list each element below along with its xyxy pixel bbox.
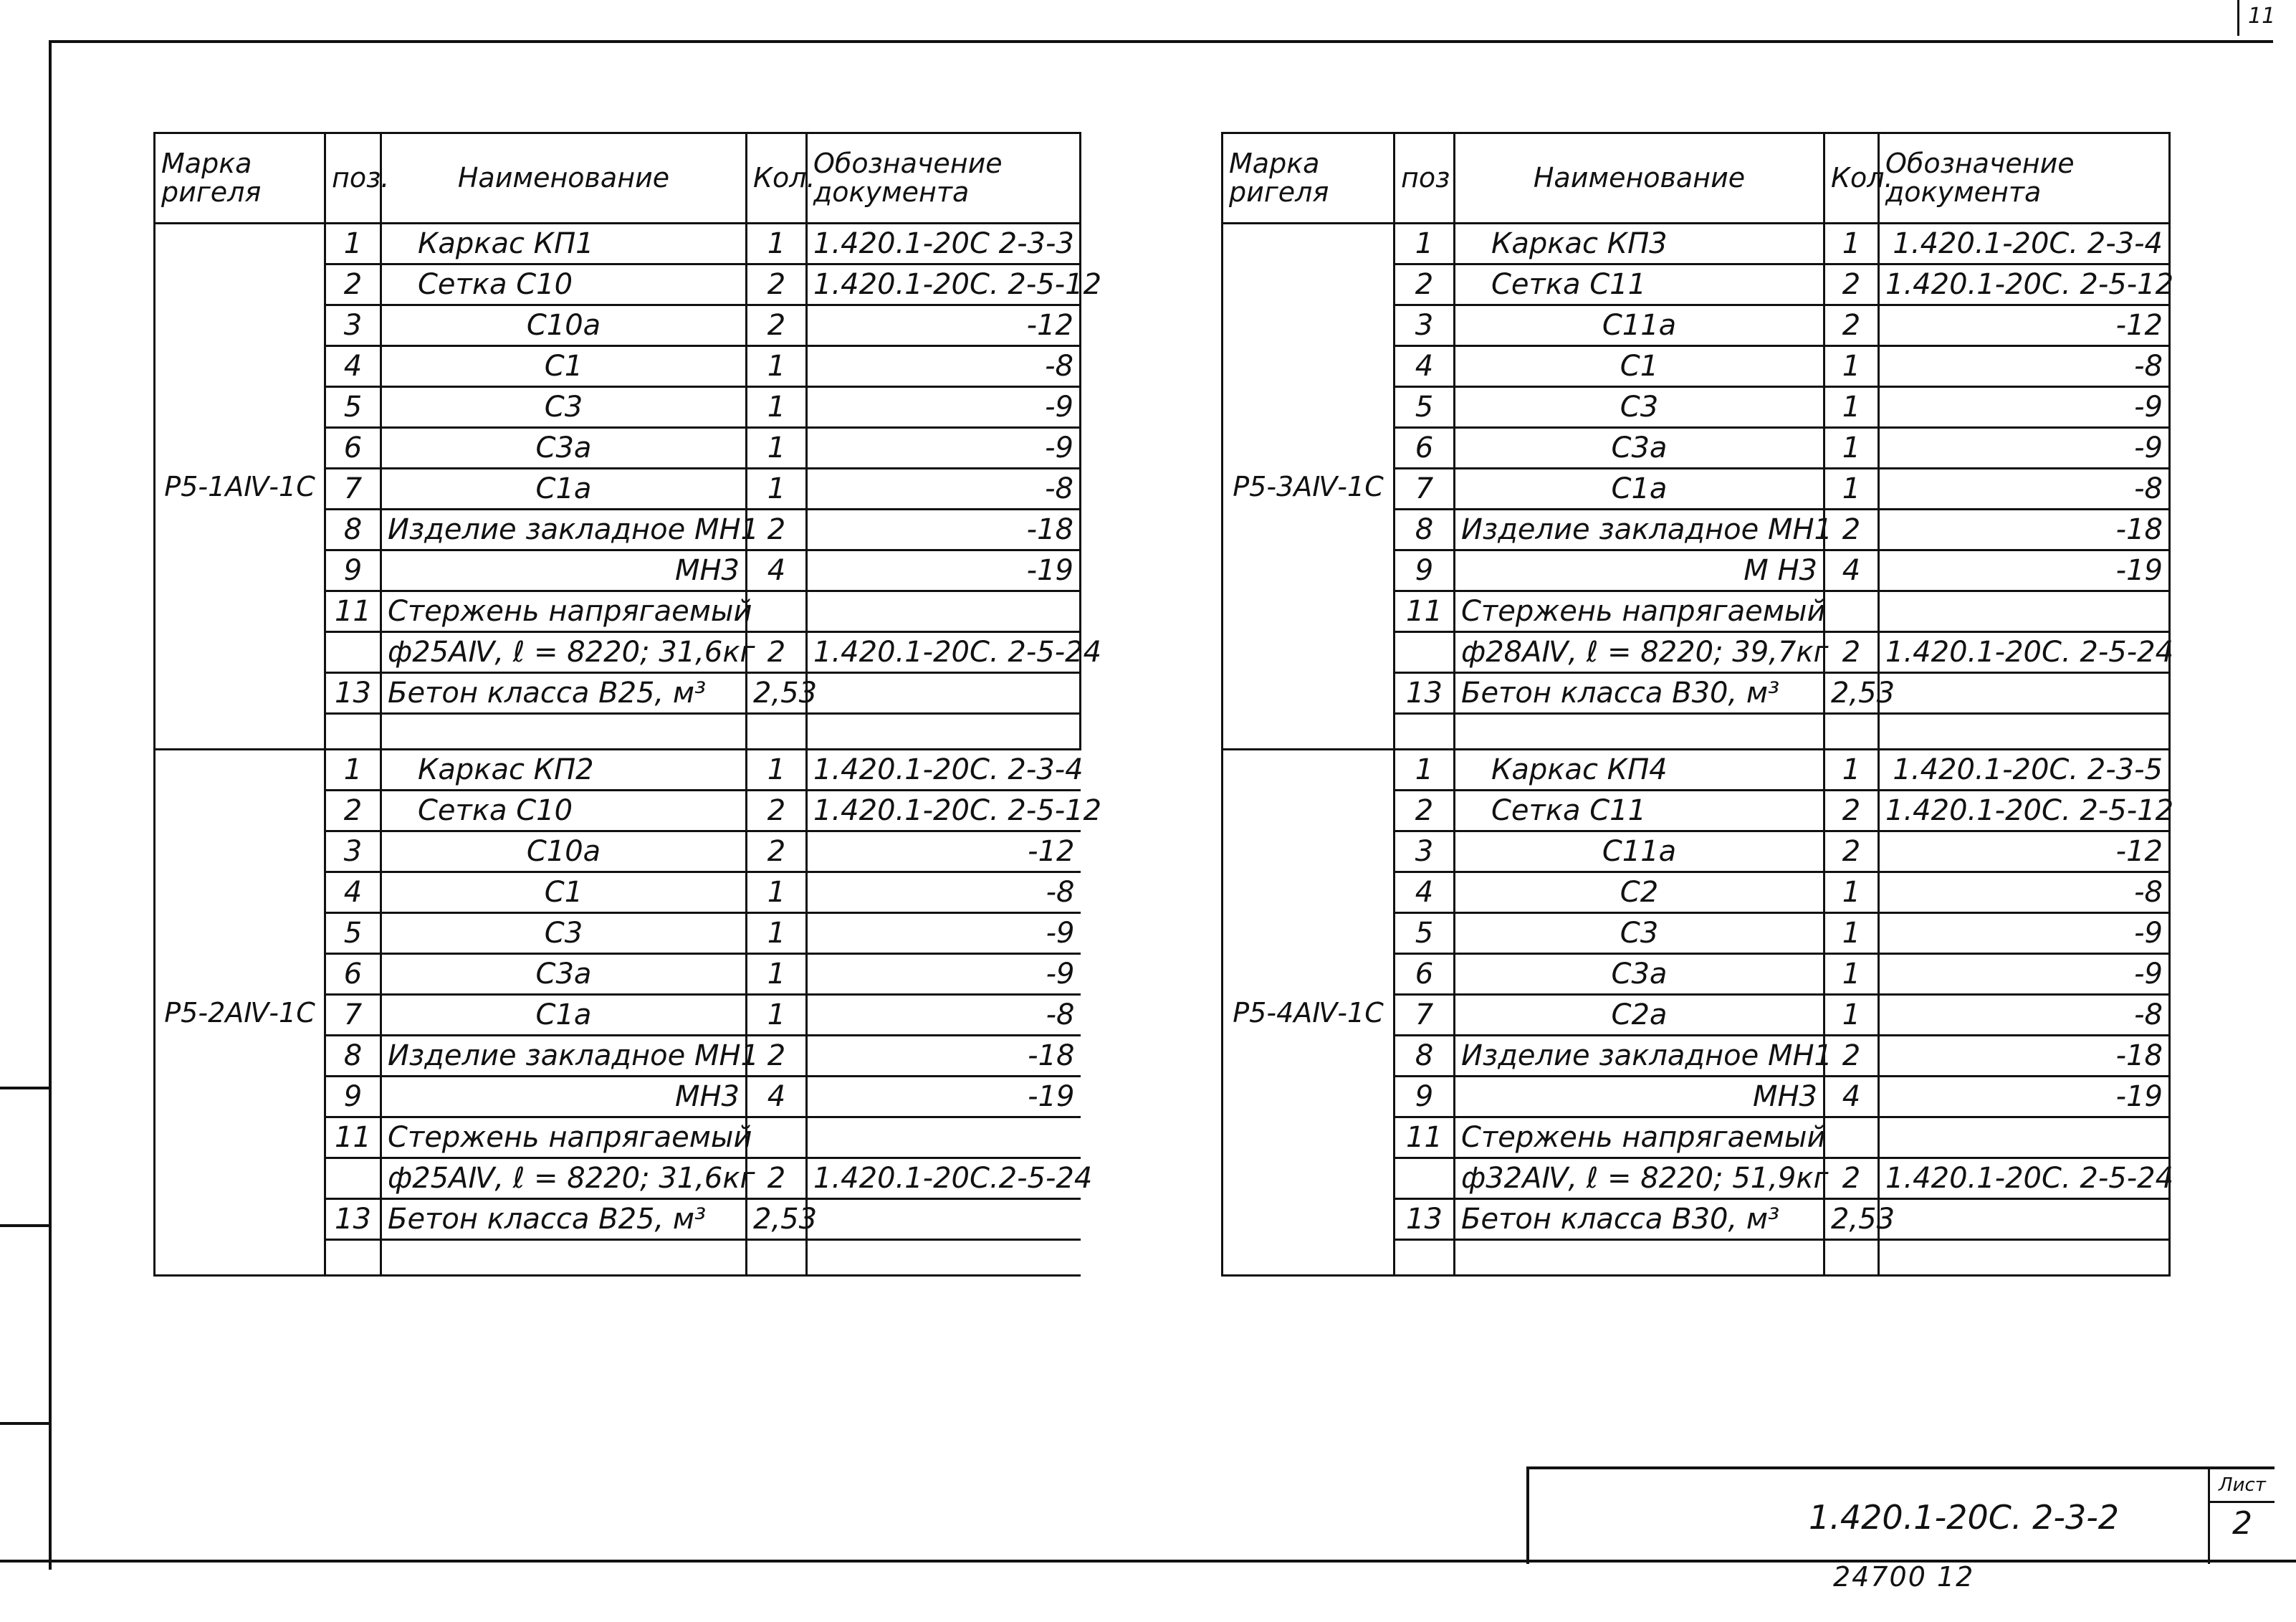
- name-cell: Бетон класса В25, м³: [381, 1199, 747, 1240]
- quantity-cell: 2: [1824, 791, 1879, 831]
- name-cell: МН3: [1455, 1077, 1824, 1117]
- position-cell: 6: [1395, 954, 1455, 995]
- name-cell: Сетка С10: [381, 264, 747, 305]
- sheet-number: 2: [2232, 1505, 2252, 1542]
- position-cell: 9: [325, 550, 381, 591]
- name-cell: С1а: [1455, 469, 1824, 510]
- position-cell: 1: [325, 750, 381, 791]
- blank-cell: [1879, 714, 2170, 750]
- quantity-cell: 1: [747, 224, 807, 264]
- position-cell: 6: [1395, 428, 1455, 469]
- inventory-number: 24700 12: [1833, 1561, 1975, 1593]
- document-cell: -12: [807, 305, 1081, 346]
- name-cell: М Н3: [1455, 550, 1824, 591]
- position-cell: 3: [1395, 305, 1455, 346]
- quantity-cell: 2: [747, 791, 807, 831]
- document-cell: -8: [1879, 469, 2170, 510]
- header-doc: Обозначение документа: [1879, 133, 2170, 224]
- position-cell: 8: [1395, 1036, 1455, 1077]
- blank-cell: [1824, 1240, 1879, 1276]
- document-cell: 1.420.1-20С. 2-5-12: [807, 791, 1081, 831]
- name-cell: ф25АⅣ, ℓ = 8220; 31,6кг: [381, 632, 747, 673]
- quantity-cell: 1: [747, 750, 807, 791]
- name-cell: Стержень напрягаемый: [381, 591, 747, 632]
- name-cell: Сетка С10: [381, 791, 747, 831]
- header-doc: Обозначение документа: [807, 133, 1081, 224]
- document-cell: [1879, 1199, 2170, 1240]
- quantity-cell: [747, 1117, 807, 1158]
- document-cell: -8: [1879, 872, 2170, 913]
- header-mark: Марка ригеля: [1223, 133, 1395, 224]
- quantity-cell: 4: [747, 1077, 807, 1117]
- name-cell: С3а: [381, 954, 747, 995]
- document-cell: [807, 673, 1081, 714]
- name-cell: Изделие закладное МН1: [1455, 1036, 1824, 1077]
- quantity-cell: 1: [1824, 387, 1879, 428]
- quantity-cell: 2,53: [1824, 673, 1879, 714]
- blank-cell: [807, 1240, 1081, 1276]
- name-cell: С10а: [381, 831, 747, 872]
- document-cell: 1.420.1-20С. 2-5-12: [807, 264, 1081, 305]
- position-cell: 7: [325, 995, 381, 1036]
- blank-cell: [1824, 714, 1879, 750]
- name-cell: Каркас КП1: [381, 224, 747, 264]
- table-header-row: [155, 133, 1081, 224]
- quantity-cell: 2: [747, 632, 807, 673]
- document-cell: 1.420.1-20С. 2-5-24: [1879, 1158, 2170, 1199]
- position-cell: 8: [1395, 510, 1455, 550]
- quantity-cell: 2: [747, 1158, 807, 1199]
- position-cell: 1: [1395, 750, 1455, 791]
- table-row: [155, 750, 1081, 791]
- name-cell: С1а: [381, 469, 747, 510]
- position-cell: 4: [325, 872, 381, 913]
- quantity-cell: 1: [747, 913, 807, 954]
- name-cell: С3: [1455, 913, 1824, 954]
- table-row: [1223, 224, 2170, 264]
- position-cell: 9: [1395, 550, 1455, 591]
- position-cell: 13: [325, 673, 381, 714]
- position-cell: [1395, 632, 1455, 673]
- name-cell: С1а: [381, 995, 747, 1036]
- name-cell: Бетон класса В30, м³: [1455, 673, 1824, 714]
- position-cell: 4: [325, 346, 381, 387]
- position-cell: 13: [1395, 1199, 1455, 1240]
- beam-mark: Р5-4АⅣ-1С: [1223, 750, 1395, 1276]
- position-cell: 2: [1395, 791, 1455, 831]
- quantity-cell: 1: [747, 954, 807, 995]
- position-cell: 1: [325, 224, 381, 264]
- quantity-cell: 1: [1824, 913, 1879, 954]
- quantity-cell: 2: [1824, 632, 1879, 673]
- position-cell: 1: [1395, 224, 1455, 264]
- name-cell: С2: [1455, 872, 1824, 913]
- name-cell: Бетон класса В30, м³: [1455, 1199, 1824, 1240]
- position-cell: 5: [325, 387, 381, 428]
- quantity-cell: [747, 591, 807, 632]
- name-cell: С1: [381, 872, 747, 913]
- blank-cell: [1879, 1240, 2170, 1276]
- name-cell: С3: [381, 913, 747, 954]
- name-cell: Изделие закладное МН1: [381, 510, 747, 550]
- name-cell: ф28АⅣ, ℓ = 8220; 39,7кг: [1455, 632, 1824, 673]
- blank-cell: [1395, 714, 1455, 750]
- name-cell: С2а: [1455, 995, 1824, 1036]
- document-cell: -9: [1879, 428, 2170, 469]
- quantity-cell: 2: [1824, 264, 1879, 305]
- document-cell: 1.420.1-20С. 2-3-4: [807, 750, 1081, 791]
- quantity-cell: 1: [747, 469, 807, 510]
- quantity-cell: 1: [1824, 469, 1879, 510]
- quantity-cell: 2: [747, 510, 807, 550]
- header-name: Наименование: [381, 133, 747, 224]
- blank-cell: [381, 1240, 747, 1276]
- position-cell: 3: [325, 831, 381, 872]
- name-cell: МН3: [381, 550, 747, 591]
- document-cell: [807, 1117, 1081, 1158]
- quantity-cell: 1: [747, 346, 807, 387]
- quantity-cell: 2: [1824, 510, 1879, 550]
- position-cell: 3: [1395, 831, 1455, 872]
- quantity-cell: 1: [747, 387, 807, 428]
- beam-mark: Р5-3АⅣ-1С: [1223, 224, 1395, 750]
- beam-mark: Р5-1АⅣ-1С: [155, 224, 325, 750]
- name-cell: С3: [1455, 387, 1824, 428]
- position-cell: 2: [325, 791, 381, 831]
- sheet-box: [2208, 1469, 2275, 1564]
- document-cell: 1.420.1-20С. 2-5-24: [807, 632, 1081, 673]
- name-cell: С1: [381, 346, 747, 387]
- document-cell: [807, 1199, 1081, 1240]
- document-cell: -9: [807, 954, 1081, 995]
- header-qty: Кол.: [747, 133, 807, 224]
- quantity-cell: 2: [747, 1036, 807, 1077]
- document-cell: -18: [807, 1036, 1081, 1077]
- blank-cell: [1395, 1240, 1455, 1276]
- document-cell: [1879, 673, 2170, 714]
- position-cell: 11: [325, 591, 381, 632]
- quantity-cell: 4: [1824, 1077, 1879, 1117]
- document-cell: -18: [1879, 1036, 2170, 1077]
- position-cell: 2: [1395, 264, 1455, 305]
- document-code: 1.420.1-20С. 2-3-2: [1809, 1498, 2120, 1537]
- quantity-cell: 2: [747, 305, 807, 346]
- document-cell: -12: [1879, 305, 2170, 346]
- name-cell: Стержень напрягаемый: [381, 1117, 747, 1158]
- name-cell: Стержень напрягаемый: [1455, 1117, 1824, 1158]
- quantity-cell: 4: [1824, 550, 1879, 591]
- document-cell: -8: [807, 346, 1081, 387]
- document-cell: -9: [807, 428, 1081, 469]
- quantity-cell: 1: [1824, 750, 1879, 791]
- document-cell: 1.420.1-20С. 2-5-12: [1879, 791, 2170, 831]
- document-cell: -8: [807, 995, 1081, 1036]
- quantity-cell: 1: [747, 872, 807, 913]
- position-cell: 6: [325, 954, 381, 995]
- document-cell: -19: [807, 550, 1081, 591]
- quantity-cell: 2: [747, 831, 807, 872]
- name-cell: Каркас КП2: [381, 750, 747, 791]
- position-cell: [1395, 1158, 1455, 1199]
- quantity-cell: 1: [747, 428, 807, 469]
- position-cell: 9: [1395, 1077, 1455, 1117]
- document-cell: -8: [807, 469, 1081, 510]
- position-cell: 7: [1395, 469, 1455, 510]
- table-row: [1223, 750, 2170, 791]
- position-cell: [325, 1158, 381, 1199]
- table-row: [155, 224, 1081, 264]
- name-cell: С11а: [1455, 831, 1824, 872]
- header-pos: поз: [1395, 133, 1455, 224]
- name-cell: С3: [381, 387, 747, 428]
- quantity-cell: 2,53: [747, 1199, 807, 1240]
- spec-table-left: [153, 132, 1102, 1277]
- blank-cell: [1455, 714, 1824, 750]
- blank-cell: [807, 714, 1081, 750]
- quantity-cell: 2: [747, 264, 807, 305]
- blank-cell: [325, 714, 381, 750]
- position-cell: 3: [325, 305, 381, 346]
- quantity-cell: 2,53: [747, 673, 807, 714]
- document-cell: -8: [807, 872, 1081, 913]
- blank-cell: [747, 1240, 807, 1276]
- name-cell: С10а: [381, 305, 747, 346]
- quantity-cell: 2: [1824, 1158, 1879, 1199]
- blank-cell: [747, 714, 807, 750]
- document-cell: -9: [1879, 913, 2170, 954]
- blank-cell: [381, 714, 747, 750]
- document-cell: -8: [1879, 995, 2170, 1036]
- name-cell: Каркас КП4: [1455, 750, 1824, 791]
- name-cell: ф25АⅣ, ℓ = 8220; 31,6кг: [381, 1158, 747, 1199]
- name-cell: Бетон класса В25, м³: [381, 673, 747, 714]
- document-cell: -9: [807, 913, 1081, 954]
- name-cell: С1: [1455, 346, 1824, 387]
- position-cell: 11: [1395, 1117, 1455, 1158]
- name-cell: Сетка С11: [1455, 264, 1824, 305]
- position-cell: 6: [325, 428, 381, 469]
- position-cell: 4: [1395, 872, 1455, 913]
- spec-table-right: [1221, 132, 2174, 1277]
- header-pos: поз.: [325, 133, 381, 224]
- document-cell: 1.420.1-20С. 2-3-5: [1879, 750, 2170, 791]
- document-cell: -19: [1879, 1077, 2170, 1117]
- quantity-cell: 1: [1824, 995, 1879, 1036]
- quantity-cell: 1: [1824, 428, 1879, 469]
- position-cell: 4: [1395, 346, 1455, 387]
- position-cell: 9: [325, 1077, 381, 1117]
- beam-mark: Р5-2АⅣ-1С: [155, 750, 325, 1276]
- margin-tick: [0, 1422, 49, 1425]
- quantity-cell: 1: [1824, 224, 1879, 264]
- quantity-cell: 1: [1824, 346, 1879, 387]
- quantity-cell: 4: [747, 550, 807, 591]
- name-cell: С3а: [1455, 428, 1824, 469]
- header-name: Наименование: [1455, 133, 1824, 224]
- name-cell: С3а: [381, 428, 747, 469]
- margin-tick: [0, 1087, 49, 1089]
- document-cell: -18: [807, 510, 1081, 550]
- document-cell: 1.420.1-20С. 2-5-24: [1879, 632, 2170, 673]
- position-cell: [325, 632, 381, 673]
- document-cell: -8: [1879, 346, 2170, 387]
- document-cell: [1879, 591, 2170, 632]
- document-cell: -9: [1879, 954, 2170, 995]
- document-cell: -9: [1879, 387, 2170, 428]
- document-cell: 1.420.1-20С. 2-3-4: [1879, 224, 2170, 264]
- position-cell: 5: [325, 913, 381, 954]
- document-cell: -18: [1879, 510, 2170, 550]
- margin-tick: [0, 1224, 49, 1227]
- position-cell: 13: [325, 1199, 381, 1240]
- quantity-cell: 1: [747, 995, 807, 1036]
- document-cell: -19: [1879, 550, 2170, 591]
- position-cell: 5: [1395, 913, 1455, 954]
- blank-cell: [1455, 1240, 1824, 1276]
- position-cell: 13: [1395, 673, 1455, 714]
- document-cell: 1.420.1-20С. 2-5-12: [1879, 264, 2170, 305]
- table-header-row: [1223, 133, 2170, 224]
- position-cell: 7: [1395, 995, 1455, 1036]
- quantity-cell: 2: [1824, 305, 1879, 346]
- position-cell: 8: [325, 510, 381, 550]
- quantity-cell: [1824, 1117, 1879, 1158]
- blank-cell: [325, 1240, 381, 1276]
- corner-sheet-number: 11: [2237, 0, 2275, 36]
- document-cell: [1879, 1117, 2170, 1158]
- position-cell: 8: [325, 1036, 381, 1077]
- name-cell: МН3: [381, 1077, 747, 1117]
- name-cell: Изделие закладное МН1: [1455, 510, 1824, 550]
- name-cell: Сетка С11: [1455, 791, 1824, 831]
- quantity-cell: 1: [1824, 872, 1879, 913]
- name-cell: Каркас КП3: [1455, 224, 1824, 264]
- position-cell: 11: [1395, 591, 1455, 632]
- position-cell: 5: [1395, 387, 1455, 428]
- quantity-cell: 1: [1824, 954, 1879, 995]
- document-cell: -12: [807, 831, 1081, 872]
- document-cell: 1.420.1-20С.2-5-24: [807, 1158, 1081, 1199]
- name-cell: Стержень напрягаемый: [1455, 591, 1824, 632]
- quantity-cell: [1824, 591, 1879, 632]
- document-cell: -19: [807, 1077, 1081, 1117]
- name-cell: С11а: [1455, 305, 1824, 346]
- name-cell: С3а: [1455, 954, 1824, 995]
- name-cell: ф32АⅣ, ℓ = 8220; 51,9кг: [1455, 1158, 1824, 1199]
- quantity-cell: 2,53: [1824, 1199, 1879, 1240]
- document-cell: -9: [807, 387, 1081, 428]
- title-block: [1526, 1466, 2275, 1564]
- quantity-cell: 2: [1824, 1036, 1879, 1077]
- document-cell: [807, 591, 1081, 632]
- document-cell: 1.420.1-20С 2-3-3: [807, 224, 1081, 264]
- position-cell: 11: [325, 1117, 381, 1158]
- sheet-label: Лист: [2210, 1469, 2275, 1503]
- document-cell: -12: [1879, 831, 2170, 872]
- header-qty: Кол.: [1824, 133, 1879, 224]
- quantity-cell: 2: [1824, 831, 1879, 872]
- name-cell: Изделие закладное МН1: [381, 1036, 747, 1077]
- position-cell: 7: [325, 469, 381, 510]
- header-mark: Марка ригеля: [155, 133, 325, 224]
- position-cell: 2: [325, 264, 381, 305]
